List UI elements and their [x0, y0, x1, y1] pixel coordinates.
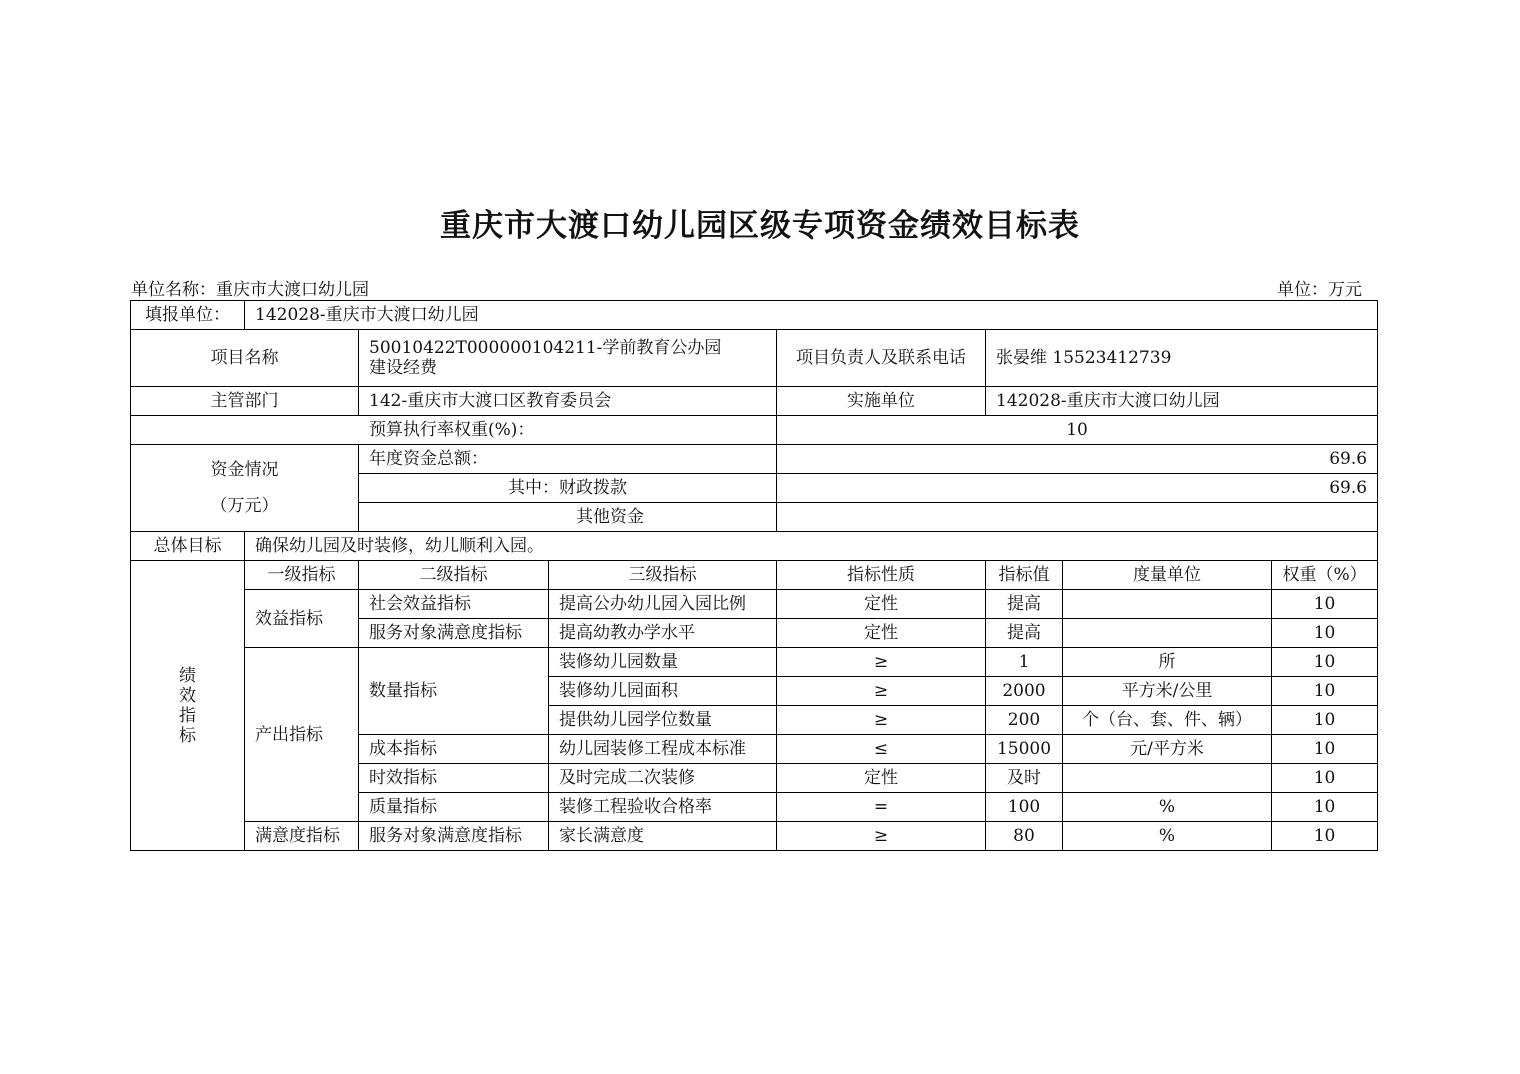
row-nature: ≥ [777, 706, 986, 735]
row-weight: 10 [1272, 648, 1378, 677]
row-unit: % [1063, 822, 1272, 851]
row-value: 2000 [986, 677, 1063, 706]
indicators-side-label [131, 561, 245, 851]
level2-timeliness: 时效指标 [359, 764, 549, 793]
row-name: 提供幼儿园学位数量 [549, 706, 777, 735]
row-weight: 10 [1272, 677, 1378, 706]
funds-other-value [777, 503, 1378, 532]
row-unit [1063, 590, 1272, 619]
row-unit: 所 [1063, 648, 1272, 677]
row-nature: ≥ [777, 822, 986, 851]
row-name: 装修幼儿园面积 [549, 677, 777, 706]
page-title: 重庆市大渡口幼儿园区级专项资金绩效目标表 [440, 208, 1080, 244]
row-nature: ≥ [777, 648, 986, 677]
row-value: 提高 [986, 619, 1063, 648]
level2-quality: 质量指标 [359, 793, 549, 822]
row-unit [1063, 619, 1272, 648]
row-value: 及时 [986, 764, 1063, 793]
fill-unit-label: 填报单位： [131, 301, 245, 330]
row-name: 幼儿园装修工程成本标准 [549, 735, 777, 764]
funds-label-line2: （万元） [210, 496, 279, 516]
funds-fiscal-value: 69.6 [777, 474, 1378, 503]
row-weight: 10 [1272, 590, 1378, 619]
row-name: 及时完成二次装修 [549, 764, 777, 793]
row-weight: 10 [1272, 822, 1378, 851]
table-row [131, 648, 1378, 677]
header-level3: 三级指标 [549, 561, 777, 590]
side-char: 绩 [179, 665, 196, 686]
row-name: 提高公办幼儿园入园比例 [549, 590, 777, 619]
header-unit: 度量单位 [1063, 561, 1272, 590]
budget-weight-label: 预算执行率权重(%)： [131, 416, 777, 445]
level2-cost: 成本指标 [359, 735, 549, 764]
funds-label-line1: 资金情况 [210, 460, 279, 480]
header-value: 指标值 [986, 561, 1063, 590]
row-unit [1063, 764, 1272, 793]
fill-unit-value: 142028-重庆市大渡口幼儿园 [245, 301, 1378, 330]
row-name: 装修工程验收合格率 [549, 793, 777, 822]
row-weight: 10 [1272, 764, 1378, 793]
row-name: 装修幼儿园数量 [549, 648, 777, 677]
row-nature: = [777, 793, 986, 822]
row-nature: 定性 [777, 590, 986, 619]
unit-name: 单位名称：重庆市大渡口幼儿园 [131, 280, 369, 300]
table-row [131, 822, 1378, 851]
side-char: 标 [179, 725, 196, 746]
row-value: 提高 [986, 590, 1063, 619]
side-char: 效 [179, 685, 196, 706]
funds-fiscal-label: 其中：财政拨款 [359, 474, 777, 503]
row-value: 80 [986, 822, 1063, 851]
row-weight: 10 [1272, 735, 1378, 764]
level1-benefit: 效益指标 [245, 590, 359, 648]
impl-label: 实施单位 [777, 387, 986, 416]
side-char: 指 [179, 705, 196, 726]
impl-value: 142028-重庆市大渡口幼儿园 [986, 387, 1378, 416]
dept-value: 142-重庆市大渡口区教育委员会 [359, 387, 777, 416]
project-name-line2: 建设经费 [369, 358, 437, 378]
row-value: 15000 [986, 735, 1063, 764]
level2-service-satisfaction: 服务对象满意度指标 [359, 822, 549, 851]
row-unit: 元/平方米 [1063, 735, 1272, 764]
row-name: 家长满意度 [549, 822, 777, 851]
header-level2: 二级指标 [359, 561, 549, 590]
row-nature: 定性 [777, 619, 986, 648]
level1-satisfaction: 满意度指标 [245, 822, 359, 851]
header-weight: 权重（%） [1272, 561, 1378, 590]
project-name-value [359, 330, 777, 387]
row-nature: 定性 [777, 764, 986, 793]
project-name-label: 项目名称 [131, 330, 359, 387]
funds-total-label: 年度资金总额： [359, 445, 777, 474]
row-nature: ≥ [777, 677, 986, 706]
funds-other-label: 其他资金 [359, 503, 777, 532]
row-value: 200 [986, 706, 1063, 735]
contact-value: 张晏维 15523412739 [986, 330, 1378, 387]
table-row [131, 590, 1378, 619]
performance-table [130, 300, 1378, 851]
row-weight: 10 [1272, 793, 1378, 822]
budget-weight-value: 10 [777, 416, 1378, 445]
row-name: 提高幼教办学水平 [549, 619, 777, 648]
overall-goal-label: 总体目标 [131, 532, 245, 561]
level2-quantity: 数量指标 [359, 648, 549, 735]
level1-output: 产出指标 [245, 648, 359, 822]
row-unit: % [1063, 793, 1272, 822]
row-unit: 个（台、套、件、辆） [1063, 706, 1272, 735]
dept-label: 主管部门 [131, 387, 359, 416]
level2-social: 社会效益指标 [359, 590, 549, 619]
funds-total-value: 69.6 [777, 445, 1378, 474]
row-nature: ≤ [777, 735, 986, 764]
level2-satisfaction: 服务对象满意度指标 [359, 619, 549, 648]
row-value: 100 [986, 793, 1063, 822]
row-weight: 10 [1272, 619, 1378, 648]
overall-goal-value: 确保幼儿园及时装修，幼儿顺利入园。 [245, 532, 1378, 561]
row-weight: 10 [1272, 706, 1378, 735]
header-nature: 指标性质 [777, 561, 986, 590]
row-unit: 平方米/公里 [1063, 677, 1272, 706]
contact-label: 项目负责人及联系电话 [777, 330, 986, 387]
header-level1: 一级指标 [245, 561, 359, 590]
funds-label [131, 445, 359, 532]
project-name-line1: 50010422T000000104211-学前教育公办园 [369, 338, 722, 358]
row-value: 1 [986, 648, 1063, 677]
currency-unit: 单位：万元 [1277, 280, 1362, 300]
